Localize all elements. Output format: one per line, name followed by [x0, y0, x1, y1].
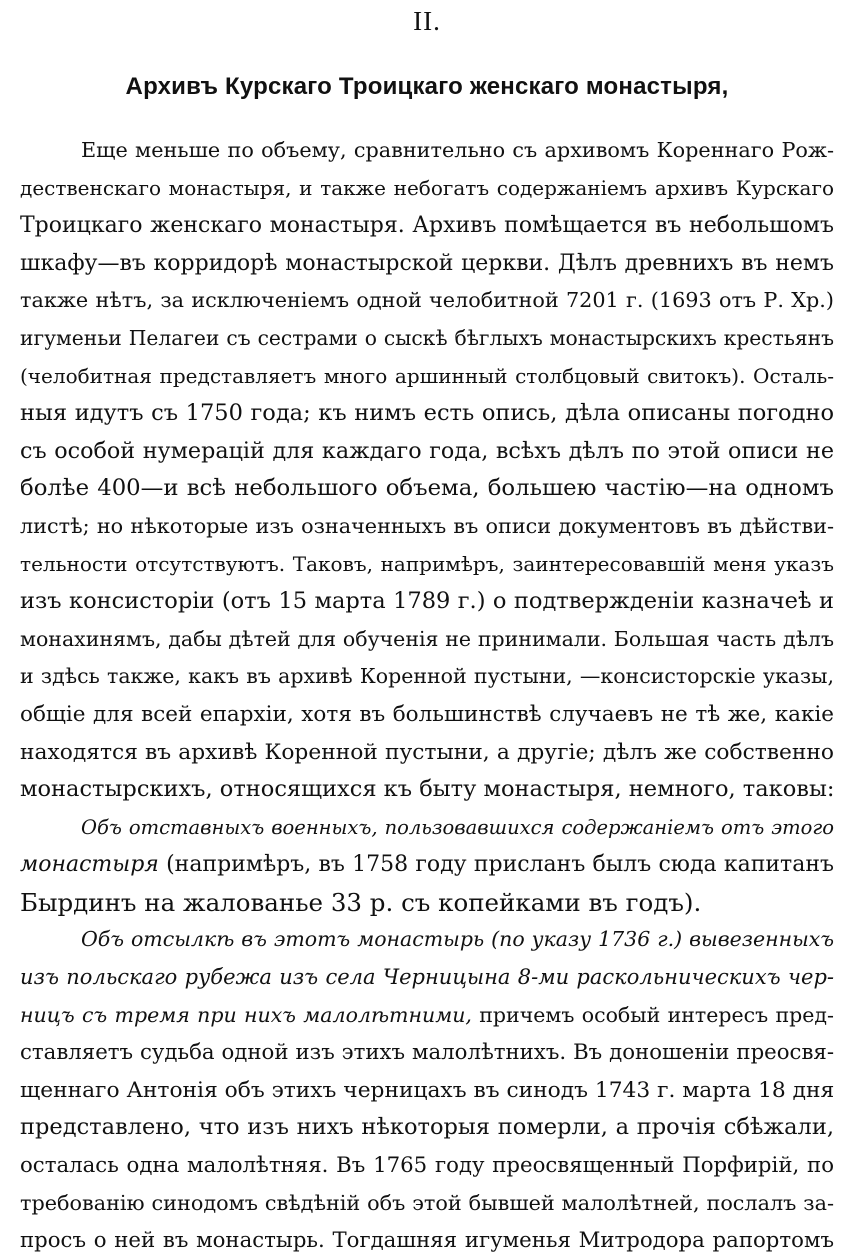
- text-line: игуменьи Пелагеи съ сестрами о сыскѣ бѣглыхъ монастырскихъ крестьянъ: [20, 325, 834, 350]
- text-line: листѣ; но нѣкоторые изъ означенныхъ въ описи документовъ въ дѣйстви-: [20, 513, 834, 538]
- section-number: II.: [413, 6, 441, 36]
- text-line: просъ о ней въ монастырь. Тогдашняя игуменья Митродора рапортомъ: [20, 1228, 834, 1254]
- italic-text: монастыря: [20, 852, 159, 878]
- text-line: болѣе 400—и всѣ небольшого объема, большею частiю—на одномъ: [20, 475, 834, 502]
- text-line: [20, 809, 834, 847]
- text-line: представлено, что изъ нихъ нѣкоторыя померли, а прочiя сбѣжали,: [20, 1114, 834, 1141]
- regular-text: (напримѣръ, въ 1758 году присланъ былъ сюда капитанъ: [158, 852, 834, 878]
- text-line: (челобитная представляетъ много аршинный столбцовый свитокъ). Осталь-: [20, 363, 834, 388]
- text-line: шкафу—въ корридорѣ монастырской церкви. Дѣлъ древнихъ въ немъ: [20, 250, 834, 276]
- italic-text: изъ польскаго рубежа изъ села Черницына 8-ми раскольническихъ чер-: [20, 965, 834, 990]
- text-line: [20, 846, 834, 884]
- text-line: тельности отсутствуютъ. Таковъ, напримѣръ, заинтересовавшiй меня указъ: [20, 551, 834, 576]
- text-line: ставляетъ судьба одной изъ этихъ малолѣтнихъ. Въ доношенiи преосвя-: [20, 1040, 834, 1066]
- text-line: [20, 921, 834, 959]
- italic-text: Объ отставныхъ военныхъ, пользовавшихся содержанiемъ отъ этого: [81, 815, 834, 839]
- italic-text: Объ отсылкѣ въ этотъ монастырь (по указу 1736 г.) вывезенныхъ: [81, 927, 834, 952]
- text-line: также нѣтъ, за исключенiемъ одной челобитной 7201 г. (1693 отъ Р. Хр.): [20, 288, 834, 313]
- text-line: щеннаго Антонiя объ этихъ черницахъ въ синодъ 1743 г. марта 18 дня: [20, 1077, 834, 1103]
- text-line: [20, 959, 834, 997]
- text-line: Троицкаго женскаго монастыря. Архивъ помѣщается въ небольшомъ: [20, 213, 834, 239]
- section-title: Архивъ Курскаго Троицкаго женскаго монастыря,: [125, 73, 729, 100]
- text-line: монастырскихъ, относящихся къ быту монастыря, немного, таковы:: [20, 776, 834, 803]
- text-line: съ особой нумерацiй для каждаго года, всѣхъ дѣлъ по этой описи не: [20, 437, 834, 464]
- book-page: [20, 0, 834, 1254]
- text-line: Еще меньше по объему, сравнительно съ архивомъ Кореннаго Рож-: [81, 138, 834, 162]
- regular-text: причемъ особый интересъ пред-: [471, 1002, 834, 1027]
- text-line: общiе для всей епархiи, хотя въ большинствѣ случаевъ не тѣ же, какiе: [20, 701, 834, 727]
- text-line: находятся въ архивѣ Коренной пустыни, а другiе; дѣлъ же собственно: [20, 739, 834, 765]
- text-line: требованiю синодомъ свѣдѣнiй объ этой бывшей малолѣтней, послалъ за-: [20, 1190, 834, 1215]
- text-line: осталась одна малолѣтняя. Въ 1765 году преосвященный Порфирiй, по: [20, 1153, 834, 1179]
- text-line: ныя идутъ съ 1750 года; къ нимъ есть опись, дѣла описаны погодно: [20, 400, 834, 427]
- body-text: [20, 132, 834, 1260]
- text-line: и здѣсь также, какъ въ архивѣ Коренной пустыни, —консисторскiе указы,: [20, 664, 834, 689]
- italic-text: ницъ съ тремя при нихъ малолѣтними,: [20, 1002, 472, 1027]
- text-line: Бырдинъ на жалованье 33 р. съ копейками въ годъ).: [20, 887, 702, 917]
- text-line: изъ консисторiи (отъ 15 марта 1789 г.) о подтвержденiи казначеѣ и: [20, 588, 834, 615]
- text-line: дественскаго монастыря, и также небогатъ содержанiемъ архивъ Курскаго: [20, 175, 834, 200]
- text-line: монахинямъ, дабы дѣтей для обученiя не принимали. Большая часть дѣлъ: [20, 626, 834, 651]
- text-line: [20, 997, 834, 1035]
